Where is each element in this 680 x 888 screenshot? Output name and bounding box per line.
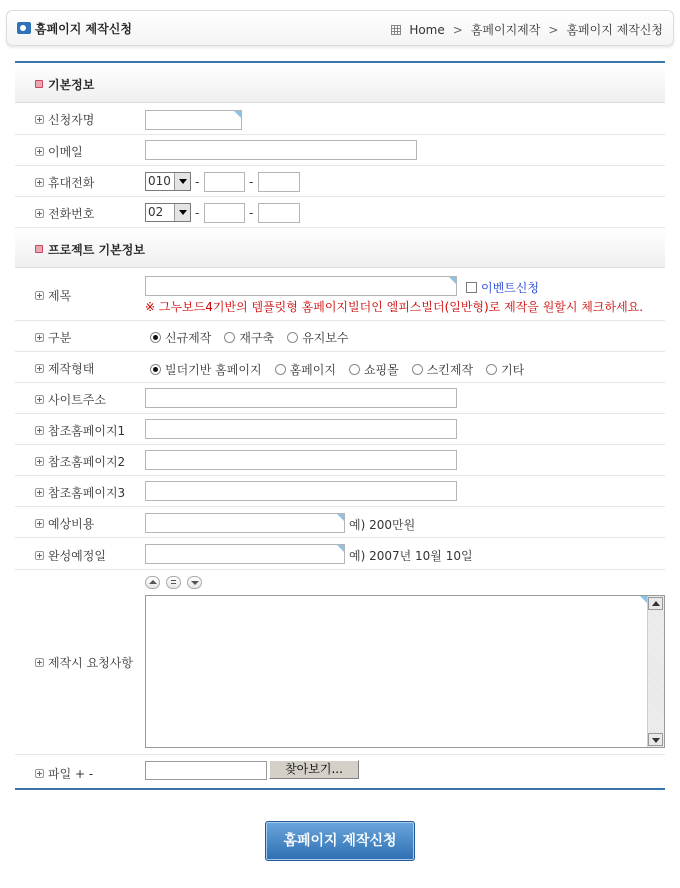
ref2-input[interactable] <box>145 450 457 470</box>
plus-icon <box>35 551 44 560</box>
file-label: 파일 + - <box>35 765 93 782</box>
row-applicant <box>15 103 665 135</box>
row-phone <box>15 197 665 228</box>
textarea-scrollbar[interactable] <box>647 596 664 747</box>
section-basic-info <box>15 63 665 103</box>
event-option[interactable] <box>466 279 539 296</box>
row-category <box>15 321 665 352</box>
email-input[interactable] <box>145 140 417 160</box>
type-option-homepage[interactable]: 홈페이지 <box>275 361 336 378</box>
mobile-last-input[interactable] <box>258 172 300 192</box>
textarea-reset-icon[interactable] <box>166 576 181 589</box>
ref2-label: 참조홈페이지2 <box>35 453 125 470</box>
plus-icon <box>35 364 44 373</box>
breadcrumb-home[interactable]: Home <box>409 22 445 37</box>
phone-last-input[interactable] <box>258 203 300 223</box>
requests-label: 제작시 요청사항 <box>35 654 133 671</box>
section-plus-icon <box>35 80 43 88</box>
scroll-down-icon[interactable] <box>648 733 663 746</box>
scroll-up-icon[interactable] <box>648 597 663 610</box>
row-file <box>15 755 665 786</box>
textarea-grow-icon[interactable] <box>187 576 202 589</box>
category-radio-group <box>150 329 362 346</box>
submit-button[interactable]: 홈페이지 제작신청 <box>265 821 415 861</box>
plus-icon <box>35 426 44 435</box>
row-type <box>15 352 665 383</box>
category-label: 구분 <box>35 329 71 346</box>
ref3-input[interactable] <box>145 481 457 501</box>
radio-button[interactable] <box>275 364 286 375</box>
row-due <box>15 538 665 570</box>
ref1-input[interactable] <box>145 419 457 439</box>
title-icon <box>17 22 31 34</box>
file-path-input[interactable] <box>145 761 267 780</box>
applicant-input[interactable] <box>145 110 242 130</box>
breadcrumb <box>391 21 663 38</box>
section-plus-icon <box>35 245 43 253</box>
type-option-skin[interactable]: 스킨제작 <box>412 361 473 378</box>
subject-input[interactable] <box>145 276 457 296</box>
phone-prefix-select[interactable]: 02 <box>145 203 191 222</box>
type-option-builder[interactable]: 빌더기반 홈페이지 <box>150 361 262 378</box>
plus-icon <box>35 178 44 187</box>
dash: - <box>249 175 254 189</box>
chevron-down-icon <box>174 204 190 221</box>
page-title: 홈페이지 제작신청 <box>35 22 132 36</box>
corner-marker <box>640 596 647 603</box>
breadcrumb-separator-icon: > <box>452 22 463 37</box>
mobile-middle-input[interactable] <box>204 172 245 192</box>
row-ref1 <box>15 414 665 445</box>
category-option-rebuild[interactable]: 재구축 <box>224 329 274 346</box>
mobile-label: 휴대전화 <box>35 174 94 191</box>
due-date-input[interactable] <box>145 544 345 564</box>
section-title: 프로젝트 기본정보 <box>48 243 145 257</box>
category-option-new[interactable]: 신규제작 <box>150 329 211 346</box>
phone-middle-input[interactable] <box>204 203 245 223</box>
budget-hint: 예) 200만원 <box>349 518 416 532</box>
plus-icon <box>35 291 44 300</box>
plus-icon <box>35 769 44 778</box>
type-option-etc[interactable]: 기타 <box>486 361 524 378</box>
site-url-input[interactable] <box>145 388 457 408</box>
radio-button[interactable] <box>150 332 161 343</box>
radio-button[interactable] <box>224 332 235 343</box>
type-label: 제작형태 <box>35 360 94 377</box>
plus-icon <box>35 115 44 124</box>
plus-icon <box>35 147 44 156</box>
budget-input[interactable] <box>145 513 345 533</box>
plus-icon <box>35 488 44 497</box>
plus-icon <box>35 333 44 342</box>
budget-label: 예상비용 <box>35 515 94 532</box>
section-title: 기본정보 <box>48 78 95 92</box>
row-subject <box>15 268 665 321</box>
row-mobile <box>15 166 665 197</box>
row-budget <box>15 507 665 538</box>
ref3-label: 참조홈페이지3 <box>35 484 125 501</box>
phone-label: 전화번호 <box>35 205 94 222</box>
breadcrumb-homepage-production[interactable]: 홈페이지제작 <box>470 23 541 37</box>
requests-textarea[interactable] <box>145 595 665 748</box>
row-site-url <box>15 383 665 414</box>
subject-label: 제목 <box>35 287 71 304</box>
breadcrumb-separator-icon: > <box>548 22 559 37</box>
event-checkbox[interactable] <box>466 282 477 293</box>
type-option-shopping[interactable]: 쇼핑몰 <box>349 361 399 378</box>
radio-button[interactable] <box>287 332 298 343</box>
home-grid-icon <box>391 25 401 35</box>
row-ref2 <box>15 445 665 476</box>
browse-button[interactable]: 찾아보기... <box>269 760 359 779</box>
site-url-label: 사이트주소 <box>35 391 106 408</box>
builder-notice: ※ 그누보드4기반의 템플릿형 홈페이지빌더인 엘피스빌더(일반형)로 제작을 원할시 체크하세요. <box>145 300 644 314</box>
radio-button[interactable] <box>150 364 161 375</box>
plus-icon <box>35 457 44 466</box>
due-label: 완성예정일 <box>35 547 106 564</box>
breadcrumb-current: 홈페이지 제작신청 <box>566 23 663 37</box>
category-option-maintenance[interactable]: 유지보수 <box>287 329 348 346</box>
plus-icon <box>35 395 44 404</box>
plus-icon <box>35 209 44 218</box>
section-project-info <box>15 228 665 268</box>
email-label: 이메일 <box>35 143 83 160</box>
page-header <box>6 10 674 46</box>
radio-button[interactable] <box>349 364 360 375</box>
dash: - <box>195 206 200 220</box>
radio-button[interactable] <box>412 364 423 375</box>
mobile-prefix-select[interactable]: 010 <box>145 172 191 191</box>
event-label[interactable]: 이벤트신청 <box>481 281 539 295</box>
application-form <box>15 61 665 786</box>
plus-icon <box>35 658 44 667</box>
row-ref3 <box>15 476 665 507</box>
radio-button[interactable] <box>486 364 497 375</box>
form-bottom-border <box>15 788 665 790</box>
dash: - <box>195 175 200 189</box>
dash: - <box>249 206 254 220</box>
textarea-shrink-icon[interactable] <box>145 576 160 589</box>
plus-icon <box>35 519 44 528</box>
applicant-label: 신청자명 <box>35 111 94 128</box>
type-radio-group <box>150 361 537 378</box>
ref1-label: 참조홈페이지1 <box>35 422 125 439</box>
row-email <box>15 135 665 166</box>
due-hint: 예) 2007년 10월 10일 <box>349 549 473 563</box>
row-requests <box>15 570 665 755</box>
chevron-down-icon <box>174 173 190 190</box>
